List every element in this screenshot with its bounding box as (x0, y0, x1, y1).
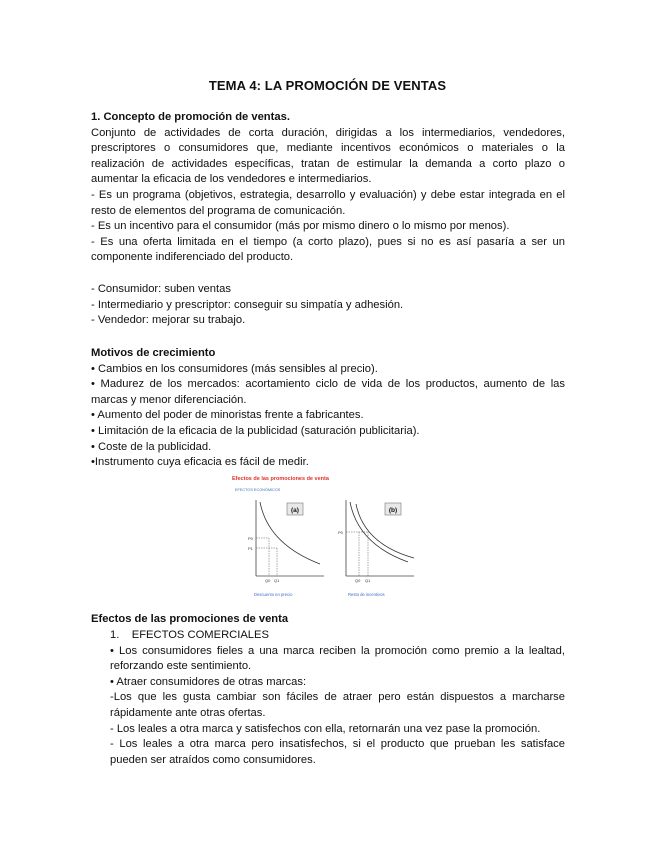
figure-subtitle: EFECTOS ECONÓMICOS (235, 488, 281, 492)
motivo-item: • Limitación de la eficacia de la publicidad (saturación publicitaria). (91, 424, 420, 437)
panel-a-p0-label: P0 (248, 536, 253, 541)
section-concepto (91, 110, 565, 266)
target-item: - Vendedor: mejorar su trabajo. (91, 314, 246, 327)
target-list (91, 282, 565, 329)
motivo-item: • Madurez de los mercados: acortamiento ciclo de vida de los productos, aumento de las marcas y menor diferenciación. (91, 378, 565, 406)
target-item: - Intermediario y prescriptor: conseguir su simpatía y adhesión. (91, 298, 404, 311)
characteristic-item: - Es una oferta limitada en el tiempo (a corto plazo), pues si no es así pasaría a ser un componente indiferenciado del producto. (91, 235, 565, 264)
panel-a (248, 500, 324, 597)
effects-figure (232, 472, 422, 604)
definition-paragraph: Conjunto de actividades de corta duración, dirigidas a los intermediarios, vendedores, prescriptores o consumidores que, mediante incentivos económicos o materiales o la realización de actividades específicas, tratan de estimular la demanda a corto plazo o aumentar la eficacia de los vendedores e intermediarios. (91, 126, 565, 186)
efecto-item: • Atraer consumidores de otras marcas: (110, 675, 307, 688)
section-heading: Motivos de crecimiento (91, 347, 216, 359)
section-efectos (91, 612, 565, 628)
efectos-list (110, 628, 565, 768)
panel-b-q0-label: Q0 (355, 578, 361, 583)
sub-heading: 1. EFECTOS COMERCIALES (110, 629, 269, 641)
panel-b-p0-label: P0 (338, 530, 343, 535)
characteristic-item: - Es un incentivo para el consumidor (más por mismo dinero o lo mismo por menos). (91, 220, 510, 233)
efecto-item: - Los leales a otra marca pero insatisfechos, si el producto que prueban les satisface pueden ser atraídos como consumidores. (110, 738, 565, 766)
efecto-item: • Los consumidores fieles a una marca reciben la promoción como premio a la lealtad, reforzando este sentimiento. (110, 644, 565, 673)
figure-title: Efectos de las promociones de venta (232, 476, 329, 482)
panel-b-caption: Resto de incentivos (348, 592, 385, 597)
panel-b-q1-label: Q1 (365, 578, 371, 583)
section-motivos (91, 346, 565, 471)
motivo-item: • Aumento del poder de minoristas frente a fabricantes. (91, 409, 364, 422)
panel-a-p1-label: P1 (248, 546, 253, 551)
panel-a-caption: Descuento en precio (254, 592, 293, 597)
efecto-item: - Los leales a otra marca y satisfechos con ella, retornarán una vez pase la promoción. (110, 722, 541, 735)
panel-a-q0-label: Q0 (265, 578, 271, 583)
characteristic-item: - Es un programa (objetivos, estrategia, desarrollo y evaluación) y debe estar integrada en el resto de elementos del programa de comunicación. (91, 188, 565, 217)
motivo-item: • Cambios en los consumidores (más sensibles al precio). (91, 362, 378, 375)
page-title: TEMA 4: LA PROMOCIÓN DE VENTAS (208, 78, 447, 93)
panel-b (338, 500, 414, 597)
motivo-item: • Coste de la publicidad. (91, 440, 212, 453)
panel-a-q1-label: Q1 (274, 578, 280, 583)
effects-diagram (232, 472, 422, 604)
target-item: - Consumidor: suben ventas (91, 283, 231, 295)
efecto-item: -Los que les gusta cambiar son fáciles de atraer pero están dispuestos a marcharse rápidamente ante otras ofertas. (110, 691, 565, 719)
panel-b-label: (b) (388, 507, 398, 514)
section-heading: Efectos de las promociones de venta (91, 613, 289, 625)
panel-a-label: (a) (291, 507, 299, 514)
motivo-item: •Instrumento cuya eficacia es fácil de medir. (91, 456, 309, 469)
section-heading: 1. Concepto de promoción de ventas. (91, 111, 290, 123)
